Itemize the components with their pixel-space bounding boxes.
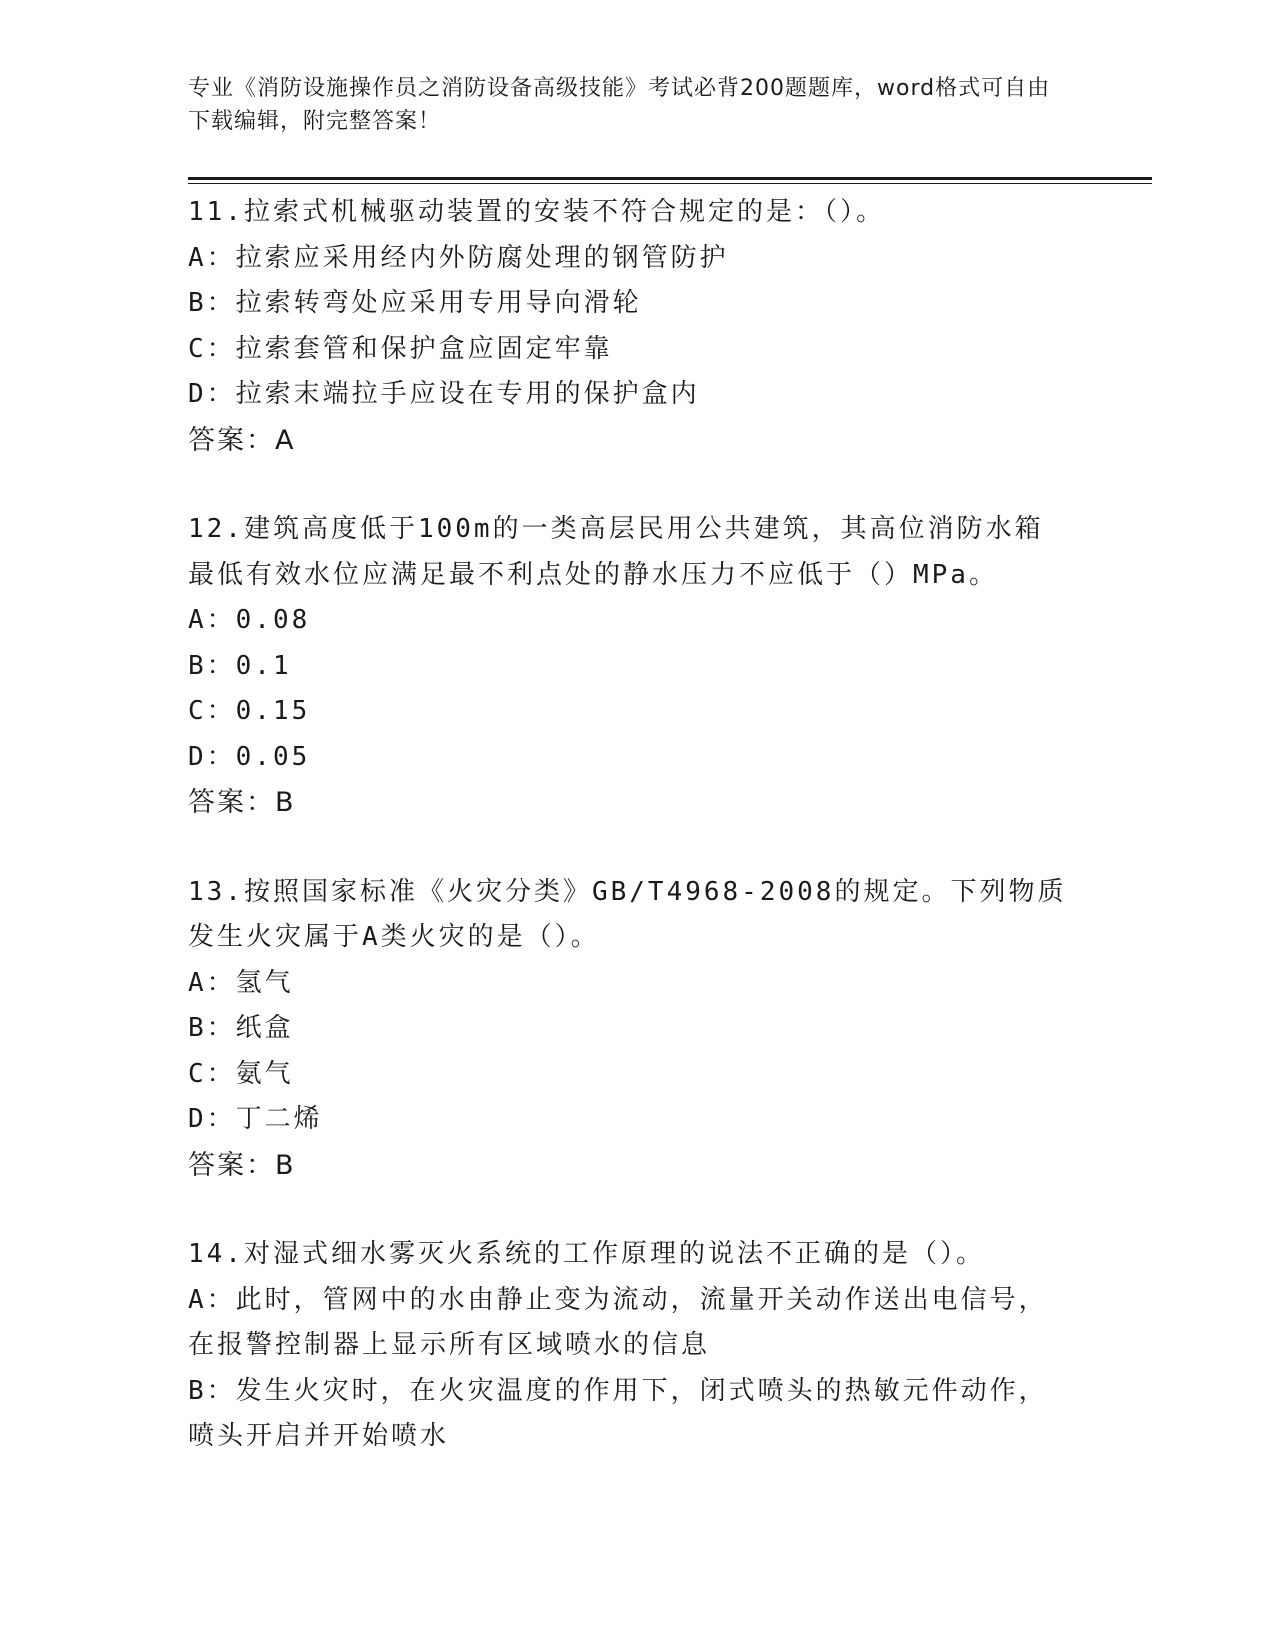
answer-line: 答案：B: [188, 1149, 296, 1181]
option-c: C：氨气: [188, 1058, 294, 1089]
document-header: 专业《消防设施操作员之消防设备高级技能》考试必背200题题库，word格式可自由下载编辑，附完整答案！: [188, 76, 1051, 134]
question-14: [188, 1232, 1088, 1460]
question-13: [188, 870, 1088, 1189]
question-stem: 12.建筑高度低于100m的一类高层民用公共建筑，其高位消防水箱最低有效水位应满足最不利点处的静水压力不应低于（）MPa。: [188, 514, 1044, 590]
option-a: A：0.08: [188, 605, 311, 635]
option-c: C：拉索套管和保护盒应固定牢靠: [188, 333, 613, 364]
option-d: D：0.05: [188, 741, 311, 772]
question-12: [188, 507, 1088, 826]
option-c: C：0.15: [188, 696, 311, 726]
question-stem: 13.按照国家标准《火灾分类》GB/T4968-2008的规定。下列物质发生火灾属于A类火灾的是（）。: [188, 876, 1067, 952]
question-11: [188, 190, 1088, 463]
question-list: [188, 190, 1088, 1504]
option-a: A：拉索应采用经内外防腐处理的钢管防护: [188, 242, 729, 273]
option-a: A：氢气: [188, 967, 294, 998]
option-b: B：纸盒: [188, 1013, 294, 1043]
question-stem: 11.拉索式机械驱动装置的安装不符合规定的是：（）。: [188, 197, 885, 227]
option-b: B：0.1: [188, 650, 292, 681]
option-b: B：发生火灾时，在火灾温度的作用下，闭式喷头的热敏元件动作，喷头开启并开始喷水: [188, 1375, 1048, 1451]
header-divider-thin: [188, 183, 1152, 184]
answer-line: 答案：A: [188, 424, 296, 456]
option-d: D：拉索末端拉手应设在专用的保护盒内: [188, 379, 700, 409]
header-divider-thick: [188, 177, 1152, 180]
answer-line: 答案：B: [188, 787, 296, 818]
question-stem: 14.对湿式细水雾灭火系统的工作原理的说法不正确的是（）。: [188, 1239, 985, 1269]
option-b: B：拉索转弯处应采用专用导向滑轮: [188, 288, 642, 318]
option-d: D：丁二烯: [188, 1104, 323, 1134]
option-a: A：此时，管网中的水由静止变为流动，流量开关动作送出电信号，在报警控制器上显示所有区域喷水的信息: [188, 1284, 1048, 1360]
